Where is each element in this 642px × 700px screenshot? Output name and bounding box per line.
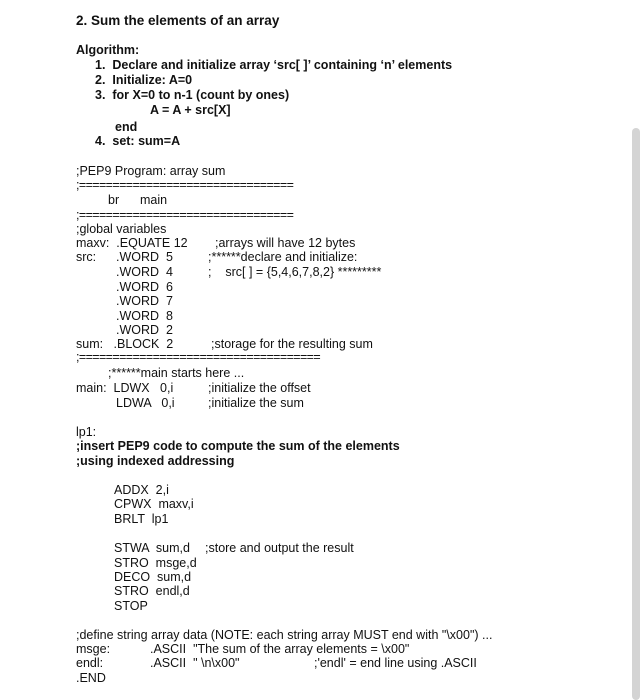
- scrollbar[interactable]: [631, 0, 642, 700]
- ldwx-comment: ;initialize the offset: [208, 381, 311, 395]
- stwa-comment: ;store and output the result: [205, 541, 354, 555]
- ldwa-comment: ;initialize the sum: [208, 396, 304, 410]
- insert-instruction: ;insert PEP9 code to compute the sum of the elements: [76, 439, 400, 453]
- code-line-stwa: STWA sum,d: [114, 541, 190, 555]
- insert-instruction: ;using indexed addressing: [76, 454, 235, 468]
- separator-line: ;================================: [76, 208, 294, 222]
- algorithm-heading: Algorithm:: [76, 43, 140, 57]
- separator-line: ;================================: [76, 178, 294, 192]
- endl-label: endl:: [76, 656, 104, 670]
- globals-comment: ;global variables: [76, 222, 167, 236]
- declare-comment: ;******declare and initialize:: [208, 250, 358, 264]
- algorithm-step-3: 3. for X=0 to n-1 (count by ones): [95, 88, 290, 102]
- code-line-br: br main: [108, 193, 168, 207]
- code-line-ldwx: main: LDWX 0,i: [76, 381, 174, 395]
- define-comment: ;define string array data (NOTE: each string array MUST end with "\x00") ...: [76, 628, 493, 642]
- algorithm-step-1: 1. Declare and initialize array ‘src[ ]’ containing ‘n’ elements: [95, 58, 453, 72]
- code-line-stro: STRO endl,d: [114, 584, 190, 598]
- algorithm-step-2: 2. Initialize: A=0: [95, 73, 193, 87]
- code-line-brlt: BRLT lp1: [114, 512, 169, 526]
- endl-value: .ASCII " \n\x00": [150, 656, 240, 670]
- word-line: .WORD 2: [116, 323, 173, 337]
- word-line: .WORD 4: [116, 265, 173, 279]
- code-line-stro: STRO msge,d: [114, 556, 197, 570]
- word-line: .WORD 7: [116, 294, 173, 308]
- algorithm-step-4: 4. set: sum=A: [95, 134, 181, 148]
- code-line-addx: ADDX 2,i: [114, 483, 169, 497]
- word-line: .WORD 5: [116, 250, 173, 264]
- msge-label: msge:: [76, 642, 111, 656]
- code-line-cpwx: CPWX maxv,i: [114, 497, 194, 511]
- algorithm-step-3-body: A = A + src[X]: [150, 103, 231, 117]
- algorithm-end: end: [115, 120, 138, 134]
- code-line-deco: DECO sum,d: [114, 570, 192, 584]
- code-line-stop: STOP: [114, 599, 148, 613]
- word-line: .WORD 8: [116, 309, 173, 323]
- endl-comment: ;'endl' = end line using .ASCII: [314, 656, 477, 670]
- code-line-ldwa: LDWA 0,i: [116, 396, 175, 410]
- scrollbar-thumb[interactable]: [632, 128, 640, 700]
- maxv-comment: ;arrays will have 12 bytes: [215, 236, 356, 250]
- code-line-maxv: maxv: .EQUATE 12: [76, 236, 188, 250]
- separator-line: ;====================================: [76, 350, 321, 364]
- lp1-label: lp1:: [76, 425, 97, 439]
- msge-value: .ASCII "The sum of the array elements = \x00": [150, 642, 410, 656]
- code-line-sum: sum: .BLOCK 2: [76, 337, 174, 351]
- sum-comment: ;storage for the resulting sum: [211, 337, 373, 351]
- word-line: .WORD 6: [116, 280, 173, 294]
- code-line-end: .END: [76, 671, 106, 685]
- program-header: ;PEP9 Program: array sum: [76, 164, 226, 178]
- src-values-comment: ; src[ ] = {5,4,6,7,8,2} *********: [208, 265, 382, 279]
- src-label: src:: [76, 250, 97, 264]
- main-starts-comment: ;******main starts here ...: [108, 366, 245, 380]
- section-title: 2. Sum the elements of an array: [76, 13, 280, 28]
